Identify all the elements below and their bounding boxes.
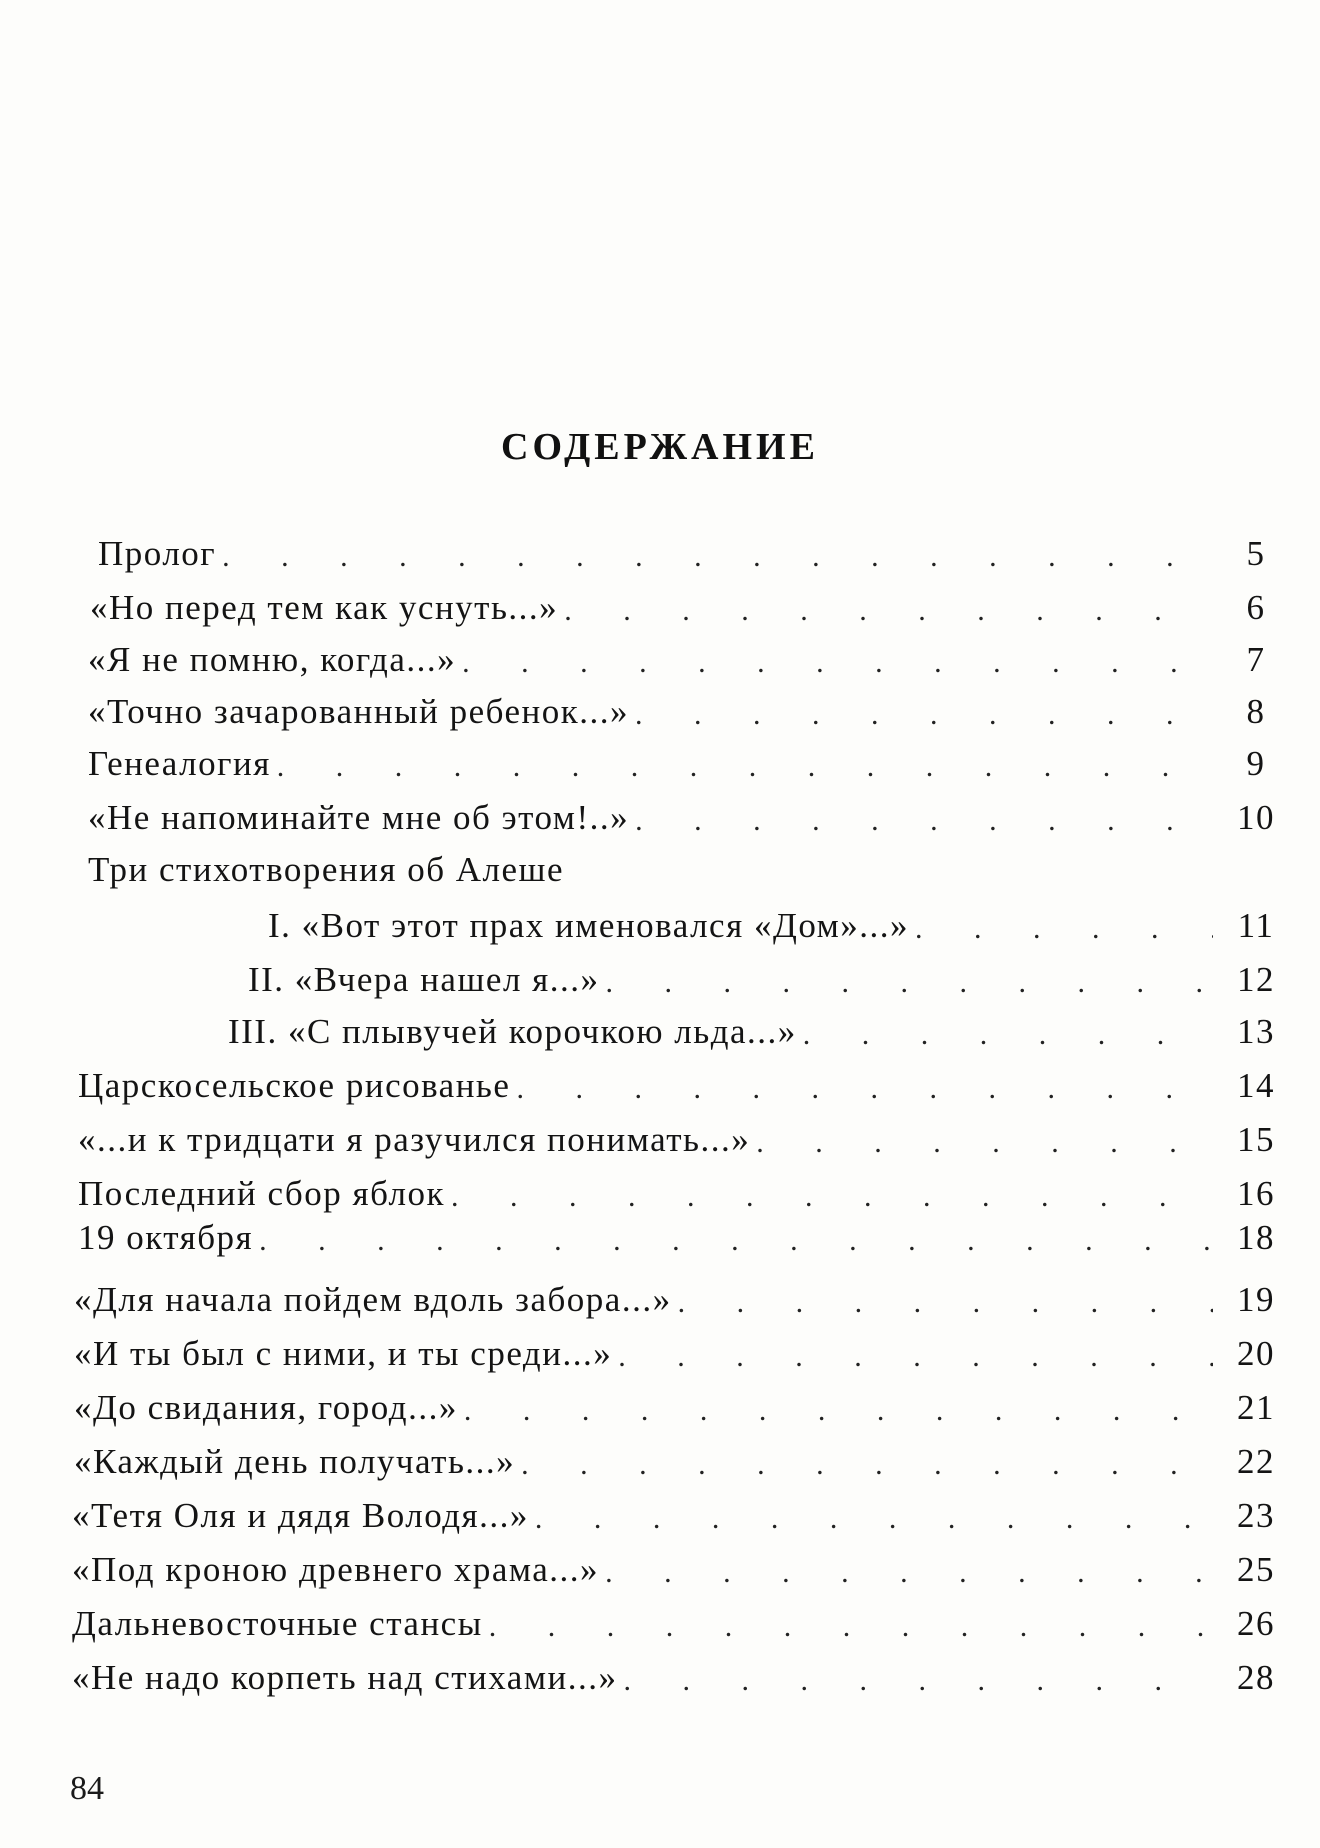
- dot-leader: [635, 698, 1213, 732]
- dot-leader: [606, 966, 1213, 1000]
- toc-entry: [72, 1654, 1291, 1702]
- toc-entry-title: Царскосельское рисованье: [78, 1066, 511, 1105]
- toc-entry-title: «Для начала пойдем вдоль забора...»: [74, 1280, 672, 1319]
- toc-entry: [88, 688, 1291, 736]
- dot-leader: [803, 1018, 1213, 1052]
- toc-entry-title: «Не напоминайте мне об этом!..»: [88, 798, 630, 837]
- toc-entry-page: 11: [1237, 906, 1275, 945]
- toc-entry: [74, 1330, 1291, 1378]
- toc-entry-page: 20: [1237, 1334, 1275, 1373]
- toc-entry-page: 28: [1237, 1658, 1275, 1697]
- toc-entry-title: Три стихотворения об Алеше: [88, 850, 565, 889]
- dot-leader: [756, 1126, 1213, 1160]
- toc-entry-title: III. «С плывучей корочкою льда...»: [228, 1012, 797, 1051]
- toc-entry: [98, 530, 1291, 578]
- toc-entry: [78, 1116, 1291, 1164]
- dot-leader: [623, 1664, 1213, 1698]
- toc-entry-page: 23: [1237, 1496, 1275, 1535]
- toc-entry-page: 13: [1237, 1012, 1275, 1051]
- dot-leader: [618, 1340, 1213, 1374]
- dot-leader: [915, 912, 1213, 946]
- dot-leader: [277, 750, 1213, 784]
- toc-entry-page: 14: [1237, 1066, 1275, 1105]
- toc-entry-page: 22: [1237, 1442, 1275, 1481]
- toc-entry-page: 16: [1237, 1174, 1275, 1213]
- toc-entry: [78, 1214, 1291, 1262]
- toc-entry-title: Последний сбор яблок: [78, 1174, 445, 1213]
- page-number: 84: [70, 1770, 104, 1807]
- toc-entry-title: «...и к тридцати я разучился понимать...»: [78, 1120, 751, 1159]
- toc-entry-title: I. «Вот этот прах именовался «Дом»...»: [268, 906, 910, 945]
- toc-entry-page: 10: [1237, 798, 1275, 837]
- dot-leader: [678, 1286, 1213, 1320]
- toc-entry-page: 6: [1246, 588, 1266, 627]
- toc-entry-page: 15: [1237, 1120, 1275, 1159]
- dot-leader: [605, 1556, 1213, 1590]
- toc-entry: [74, 1438, 1291, 1486]
- toc-entry: [88, 794, 1291, 842]
- toc-entry: [88, 636, 1291, 684]
- toc-entry: [74, 1384, 1291, 1432]
- toc-entry-page: 9: [1246, 744, 1266, 783]
- dot-leader: [521, 1448, 1213, 1482]
- dot-leader: [516, 1072, 1213, 1106]
- toc-entry-title: Пролог: [98, 534, 217, 573]
- toc-subentry: [248, 956, 1291, 1004]
- toc-entry-page: 8: [1246, 692, 1266, 731]
- toc-entry: [72, 1492, 1291, 1540]
- toc-entry-title: Генеалогия: [88, 744, 271, 783]
- toc-entry-title: Дальневосточные стансы: [72, 1604, 483, 1643]
- dot-leader: [259, 1224, 1213, 1258]
- toc-entry-page: 5: [1246, 534, 1266, 573]
- toc-subentry: [228, 1008, 1291, 1056]
- toc-entry-title: «Под кроною древнего храма...»: [72, 1550, 600, 1589]
- toc-entry-title: «Каждый день получать...»: [74, 1442, 516, 1481]
- toc-entry: [88, 740, 1291, 788]
- dot-leader: [535, 1502, 1213, 1536]
- dot-leader: [222, 540, 1213, 574]
- toc-section-heading: [88, 846, 1291, 894]
- toc-entry: [72, 1546, 1291, 1594]
- toc-entry-title: 19 октября: [78, 1218, 254, 1257]
- toc-heading: СОДЕРЖАНИЕ: [501, 426, 819, 468]
- toc-entry: [90, 584, 1291, 632]
- dot-leader: [462, 646, 1213, 680]
- toc-entry-page: 26: [1237, 1604, 1275, 1643]
- dot-leader: [564, 594, 1213, 628]
- toc-entry-title: II. «Вчера нашел я...»: [248, 960, 600, 999]
- toc-entry-title: «Я не помню, когда...»: [88, 640, 457, 679]
- dot-leader: [451, 1180, 1213, 1214]
- toc-entry-page: 12: [1237, 960, 1275, 999]
- toc-entry-page: 18: [1237, 1218, 1275, 1257]
- toc-entry-page: 25: [1237, 1550, 1275, 1589]
- dot-leader: [489, 1610, 1213, 1644]
- dot-leader: [635, 804, 1213, 838]
- toc-entry: [78, 1170, 1291, 1218]
- toc-entry: [72, 1600, 1291, 1648]
- toc-entry-title: «Тетя Оля и дядя Володя...»: [72, 1496, 529, 1535]
- toc-entry-title: «Не надо корпеть над стихами...»: [72, 1658, 618, 1697]
- dot-leader: [464, 1394, 1213, 1428]
- toc-entry-title: «Точно зачарованный ребенок...»: [88, 692, 629, 731]
- toc-entry-page: 21: [1237, 1388, 1275, 1427]
- toc-entry: [74, 1276, 1291, 1324]
- toc-entry-page: 19: [1237, 1280, 1275, 1319]
- toc-entry-page: 7: [1246, 640, 1266, 679]
- toc-entry-title: «Но перед тем как уснуть...»: [90, 588, 559, 627]
- toc-entry-title: «До свидания, город...»: [74, 1388, 458, 1427]
- toc-subentry: [268, 902, 1291, 950]
- toc-entry: [78, 1062, 1291, 1110]
- toc-entry-title: «И ты был с ними, и ты среди...»: [74, 1334, 613, 1373]
